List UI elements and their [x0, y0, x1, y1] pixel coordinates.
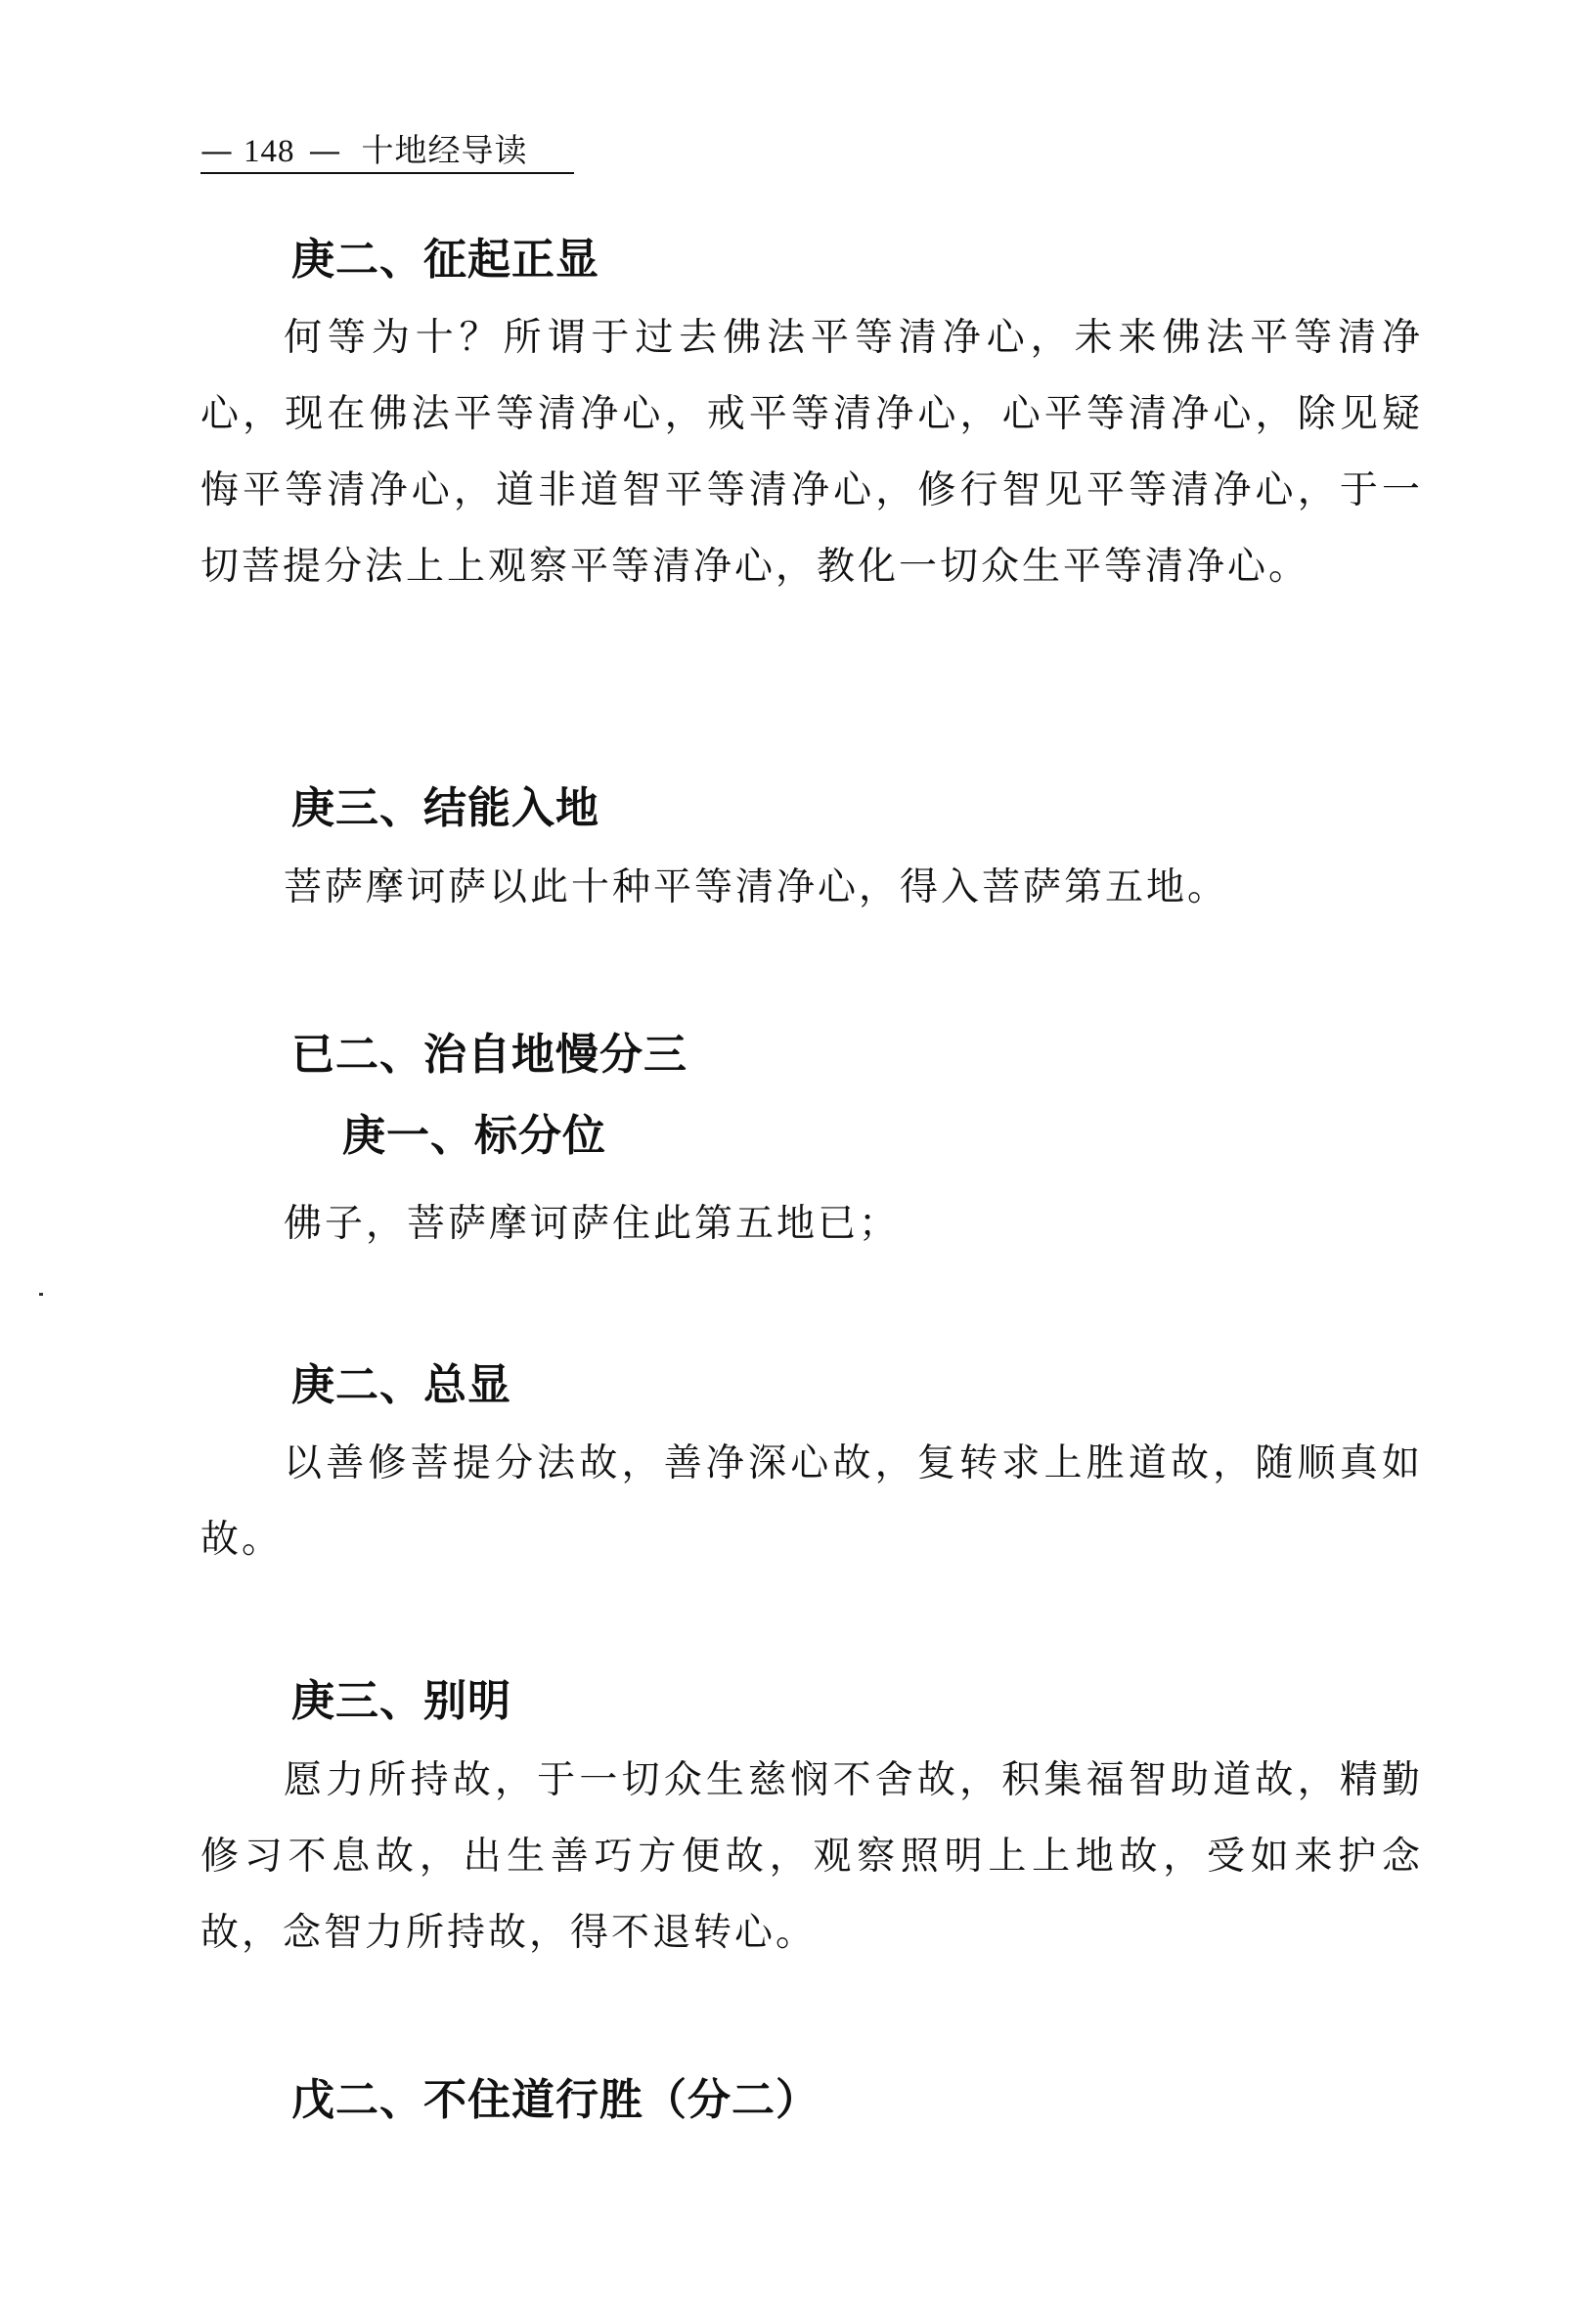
section-heading: 戊二、不住道行胜（分二）	[291, 2075, 820, 2125]
scan-speck	[39, 1293, 43, 1296]
section-paragraph: 菩萨摩诃萨以此十种平等清净心，得入菩萨第五地。	[284, 865, 1229, 909]
section-paragraph: 以善修菩提分法故，善净深心故，复转求上胜道故，随顺真如故。	[200, 1441, 1423, 1562]
section-paragraph: 何等为十？所谓于过去佛法平等清净心，未来佛法平等清净心，现在佛法平等清净心，戒平等清净心，心平等清净心，除见疑悔平等清净心，道非道智平等清净心，修行智见平等清净心，于一切菩提分法上上观察平等清净心，教化一切众生平等清净心。	[200, 316, 1423, 589]
section-heading: 已二、治自地慢分三	[291, 1030, 687, 1080]
header-left-dash: —	[200, 131, 234, 169]
section-subheading: 庚一、标分位	[342, 1111, 606, 1161]
section-paragraph: 愿力所持故，于一切众生慈悯不舍故，积集福智助道故，精勤修习不息故，出生善巧方便故，观察照明上上地故，受如来护念故，念智力所持故，得不退转心。	[200, 1758, 1423, 1955]
section-heading: 庚二、征起正显	[291, 235, 599, 285]
section-heading: 庚三、结能入地	[291, 783, 599, 833]
section-paragraph: 佛子，菩萨摩诃萨住此第五地已；	[284, 1202, 901, 1246]
section-heading: 庚三、别明	[291, 1676, 511, 1726]
running-header	[200, 129, 574, 174]
header-right-dash: —	[308, 131, 342, 169]
book-title: 十地经导读	[361, 131, 528, 169]
section-heading: 庚二、总显	[291, 1360, 511, 1410]
page-number: 148	[244, 134, 295, 169]
